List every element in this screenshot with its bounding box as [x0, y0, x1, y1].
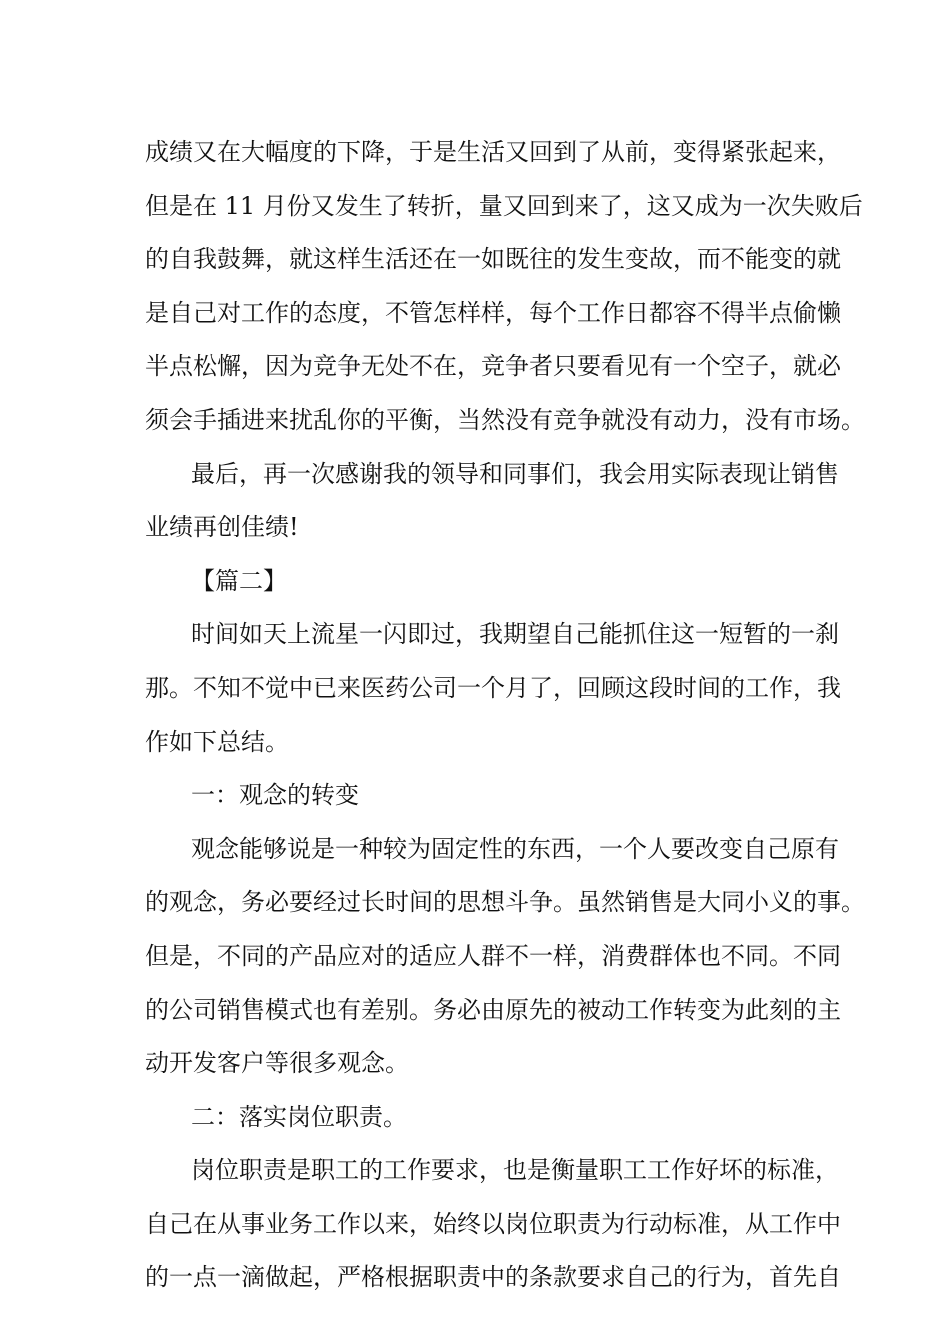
text-line: 业绩再创佳绩!	[145, 513, 299, 542]
paragraph-first-line: 岗位职责是职工的工作要求，也是衡量职工工作好坏的标准，	[191, 1156, 839, 1185]
text-line: 成绩又在大幅度的下降，于是生活又回到了从前，变得紧张起来，	[145, 138, 841, 166]
paragraph-first-line: 观念能够说是一种较为固定性的东西，一个人要改变自己原有	[191, 834, 839, 863]
text-line: 的自我鼓舞，就这样生活还在一如既往的发生变故，而不能变的就	[145, 245, 841, 274]
text-line: 那。不知不觉中已来医药公司一个月了，回顾这段时间的工作，我	[145, 673, 841, 702]
text-line: 但是，不同的产品应对的适应人群不一样，消费群体也不同。不同	[145, 941, 841, 970]
text-line: 须会手插进来扰乱你的平衡，当然没有竞争就没有动力，没有市场。	[145, 405, 865, 434]
paragraph-first-line: 最后，再一次感谢我的领导和同事们，我会用实际表现让销售	[191, 459, 839, 488]
text-line: 是自己对工作的态度，不管怎样样，每个工作日都容不得半点偷懒	[145, 298, 841, 327]
text-line: 但是在 11 月份又发生了转折，量又回到来了，这又成为一次失败后	[145, 191, 863, 220]
text-line: 的观念，务必要经过长时间的思想斗争。虽然销售是大同小义的事。	[145, 888, 865, 917]
text-line: 动开发客户等很多观念。	[145, 1049, 409, 1078]
document-body	[145, 126, 865, 1305]
paragraph-first-line: 时间如天上流星一闪即过，我期望自己能抓住这一短暂的一刹	[191, 620, 839, 649]
text-line: 的公司销售模式也有差别。务必由原先的被动工作转变为此刻的主	[145, 995, 841, 1024]
subsection-heading: 一：观念的转变	[191, 781, 359, 810]
subsection-heading: 二：落实岗位职责。	[191, 1102, 407, 1131]
text-line: 的一点一滴做起，严格根据职责中的条款要求自己的行为，首先自	[145, 1263, 841, 1292]
text-line: 自己在从事业务工作以来，始终以岗位职责为行动标准，从工作中	[145, 1209, 841, 1238]
section-heading: 【篇二】	[191, 566, 287, 595]
text-line: 半点松懈，因为竞争无处不在，竞争者只要看见有一个空子，就必	[145, 352, 841, 381]
text-line: 作如下总结。	[145, 727, 289, 756]
